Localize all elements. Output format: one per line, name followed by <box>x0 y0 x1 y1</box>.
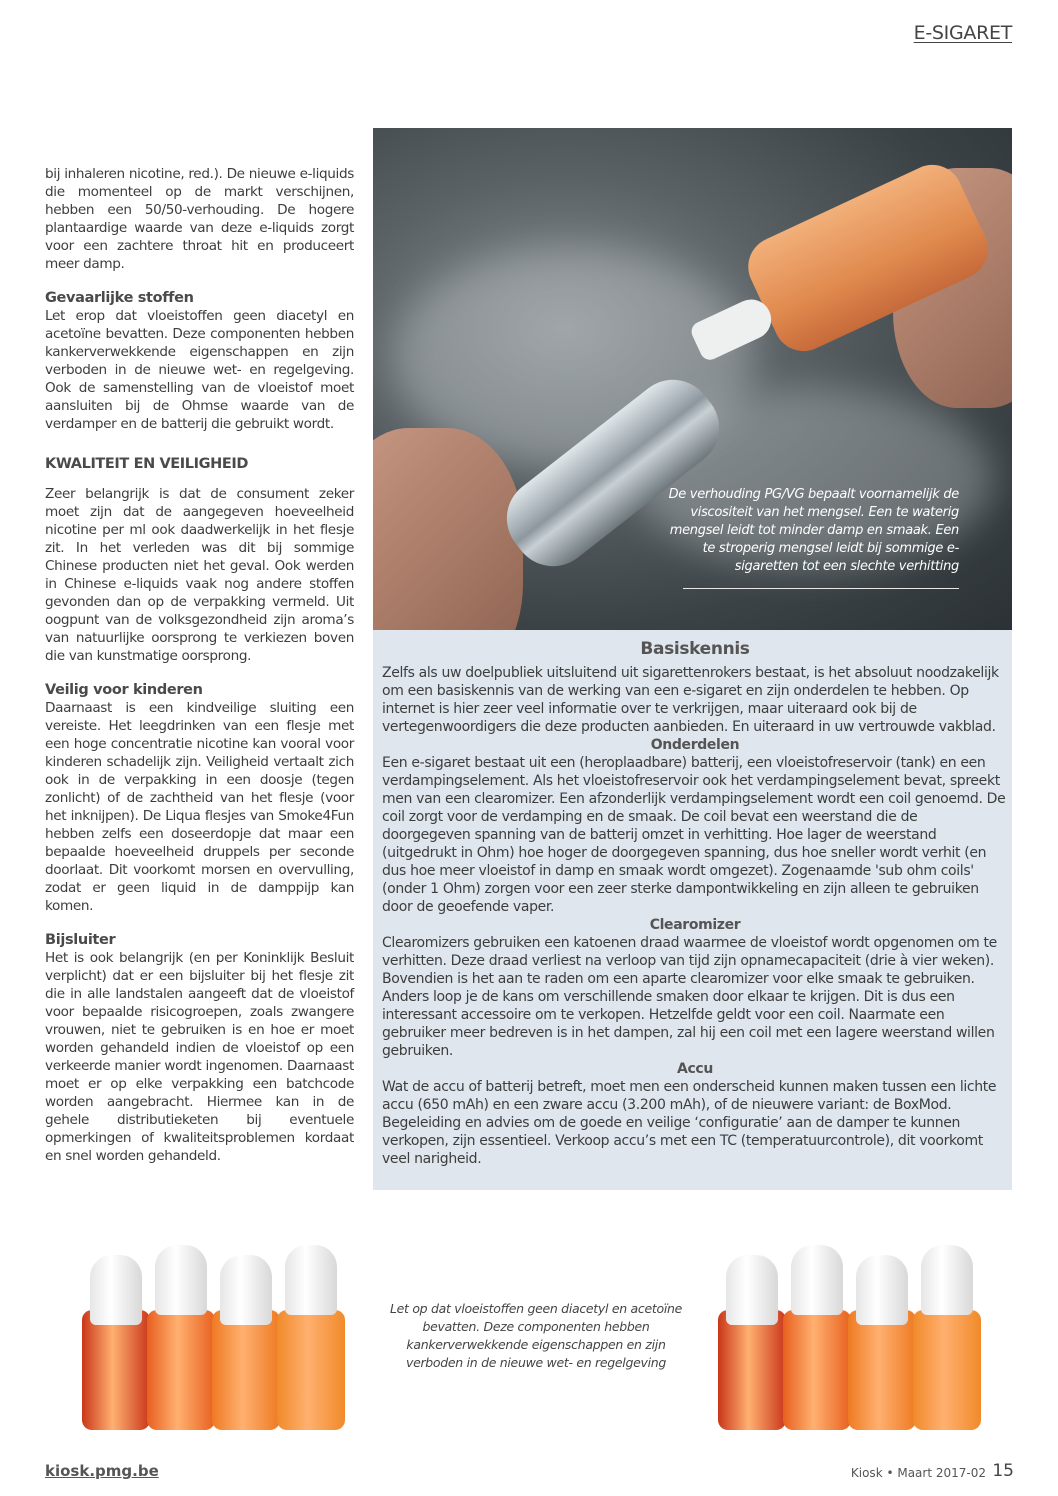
hand-left <box>373 428 523 630</box>
page-number: 15 <box>992 1461 1014 1481</box>
paragraph: bij inhaleren nicotine, red.). De nieuwe e-liquids die momenteel op de markt verschijnen, hebben een 50/50-verhouding. De hogere plantaardige waarde van deze e-liquids zorgt voor een zachtere throat hit en produceert meer damp. <box>45 166 354 272</box>
e-liquid-bottle <box>783 1245 851 1430</box>
paragraph: Een e-sigaret bestaat uit een (heroplaadbare) batterij, een vloeistofreservoir (tank) en een verdampingselement. Als het vloeistofreservoir ook het verdampingselement bevat, spreekt men van een clearomizer. Een afzonderlijk verdampingselement wordt een coil genoemd. De coil zorgt voor de verdamping en de smaak. De coil bevat een weerstand die de doorgegeven spanning van de batterij omzet in verhitting. Hoe lager de weerstand (uitgedrukt in Ohm) hoe hoger de doorgegeven spanning, dus hoe sneller wordt verhit (en dus hoe meer vloeistof in damp en smaak wordt omgezet). Zogenaamde 'sub ohm coils' (onder 1 Ohm) zorgen voor een zeer sterke dampontwikkeling en zijn alleen te gebruiken door de geoefende vaper. <box>382 755 1006 915</box>
e-liquid-bottle <box>718 1255 786 1430</box>
bottle-cap <box>285 1245 337 1315</box>
box-title: Basiskennis <box>640 639 750 659</box>
bottle-body <box>718 1310 786 1430</box>
paragraph: Wat de accu of batterij betreft, moet men een onderscheid kunnen maken tussen een lichte accu (650 mAh) en een zware accu (3.200 mAh), of de nieuwere variant: de BoxMod. Begeleiding en advies om de goede en veilige ‘configuratie’ aan de damper te kunnen verkopen, zijn essentieel. Verkoop accu’s met een TC (temperatuurcontrole), dit voorkomt veel narigheid. <box>382 1079 997 1167</box>
subheading: Onderdelen <box>650 737 740 753</box>
info-box <box>373 128 1012 1190</box>
bottle-cap <box>921 1245 973 1315</box>
section-heading: KWALITEIT EN VEILIGHEID <box>45 456 248 472</box>
e-liquid-bottle <box>848 1255 916 1430</box>
bottle-body <box>147 1310 215 1430</box>
subheading: Accu <box>677 1061 713 1077</box>
e-liquid-bottle <box>82 1255 150 1430</box>
left-column <box>45 165 354 1165</box>
footer-issue: Kiosk • Maart 2017-02 <box>850 1466 986 1480</box>
box-text <box>382 640 1008 1168</box>
subheading: Gevaarlijke stoffen <box>45 290 194 306</box>
bottles-photo-left <box>82 1240 352 1430</box>
bottle-cap <box>791 1245 843 1315</box>
bottle-body <box>212 1310 280 1430</box>
caption-divider <box>683 588 959 589</box>
footer-link[interactable]: kiosk.pmg.be <box>45 1462 159 1480</box>
bottle-body <box>82 1310 150 1430</box>
subheading: Clearomizer <box>649 917 741 933</box>
e-cigarette-photo <box>373 128 1012 630</box>
paragraph: Daarnaast is een kindveilige sluiting een vereiste. Het leegdrinken van een flesje met een hoge concentratie nicotine kan vooral voor kinderen schadelijk zijn. Veiligheid vertaalt zich ook in de verpakking in een doosje (tegen zonlicht) of de zachtheid van het flesje (voor het inknijpen). De Liqua flesjes van Smoke4Fun hebben zelfs een doseerdopje dat maar een bepaalde hoeveelheid druppels per seconde doorlaat. Dit voorkomt morsen en overvulling, zodat er geen liquid in de damppijp kan komen. <box>45 700 354 914</box>
section-tag: E-SIGARET <box>913 22 1012 44</box>
photo-caption: De verhouding PG/VG bepaalt voornamelijk de viscositeit van het mengsel. Een te waterig mengsel leidt tot minder damp en smaak. Een te stroperig mengsel leidt bij sommige e-sigaretten tot een slechte verhitting <box>668 487 959 574</box>
e-liquid-bottle <box>147 1245 215 1430</box>
bottle-cap <box>155 1245 207 1315</box>
bottle-cap <box>90 1255 142 1325</box>
bottles-photo-right <box>718 1240 988 1430</box>
bottle-cap <box>856 1255 908 1325</box>
subheading: Veilig voor kinderen <box>45 682 203 698</box>
bottom-caption: Let op dat vloeistoffen geen diacetyl en acetoïne bevatten. Deze componenten hebben kankerverwekkende eigenschappen en zijn verboden in de nieuwe wet- en regelgeving <box>389 1301 682 1370</box>
subheading: Bijsluiter <box>45 932 116 948</box>
bottle-body <box>848 1310 916 1430</box>
bottle-body <box>783 1310 851 1430</box>
bottle-body <box>277 1310 345 1430</box>
e-liquid-bottle <box>277 1245 345 1430</box>
paragraph: Clearomizers gebruiken een katoenen draad waarmee de vloeistof wordt opgenomen om te verhitten. Deze draad verliest na verloop van tijd zijn opnamecapaciteit (drie à vier weken). Bovendien is het aan te raden om een aparte clearomizer voor elke smaak te gebruiken. Anders loop je de kans om verschillende smaken door elkaar te krijgen. Dit is dus een interessant accessoire om te verkopen. Hetzelfde geldt voor een coil. Naarmate een gebruiker meer bedreven is in het dampen, zal hij een coil met een lagere weerstand willen gebruiken. <box>382 935 997 1059</box>
paragraph: Zeer belangrijk is dat de consument zeker moet zijn dat de aangegeven hoeveelheid nicotine per ml ook daadwerkelijk in het flesje zit. In het verleden was dit bij sommige Chinese producten niet het geval. Ook werden in Chinese e-liquids vaak nog andere stoffen gevonden dan op de verpakking vermeld. Uit oogpunt van de volksgezondheid zijn aroma’s van natuurlijke oorsprong te verkiezen boven die van kunstmatige oorsprong. <box>45 486 354 664</box>
paragraph: Zelfs als uw doelpubliek uitsluitend uit sigarettenrokers bestaat, is het absoluut noodzakelijk om een basiskennis van de werking van een e-sigaret en zijn onderdelen te hebben. Op internet is hier zeer veel informatie over te verkrijgen, maar uiteraard ook bij de vertegenwoordigers die deze producten aanbieden. En uiteraard in uw vertrouwde vakblad. <box>382 665 999 735</box>
e-liquid-bottle <box>212 1255 280 1430</box>
e-liquid-bottle <box>913 1245 981 1430</box>
paragraph: Let erop dat vloeistoffen geen diacetyl en acetoïne bevatten. Deze componenten hebben kankerverwekkende eigenschappen en zijn verboden in de nieuwe wet- en regelgeving. Ook de samenstelling van de vloeistof moet aansluiten bij de Ohmse waarde van de verdamper en de batterij die gebruikt wordt. <box>45 308 354 432</box>
paragraph: Het is ook belangrijk (en per Koninklijk Besluit verplicht) dat er een bijsluiter bij het flesje zit die in alle landstalen aangeeft dat de vloeistof voor bepaalde risicogroepen, zoals zwangere vrouwen, niet te gebruiken is en hoe er moet worden gehandeld indien de vloeistof op een verkeerde manier wordt ingenomen. Daarnaast moet er op elke verpakking een batchcode worden aangebracht. Hiermee kan in de gehele distributieketen bij eventuele opmerkingen of kwaliteitsproblemen kordaat en snel worden gehandeld. <box>45 950 354 1164</box>
bottle-body <box>913 1310 981 1430</box>
bottle-cap <box>726 1255 778 1325</box>
bottle-cap <box>220 1255 272 1325</box>
